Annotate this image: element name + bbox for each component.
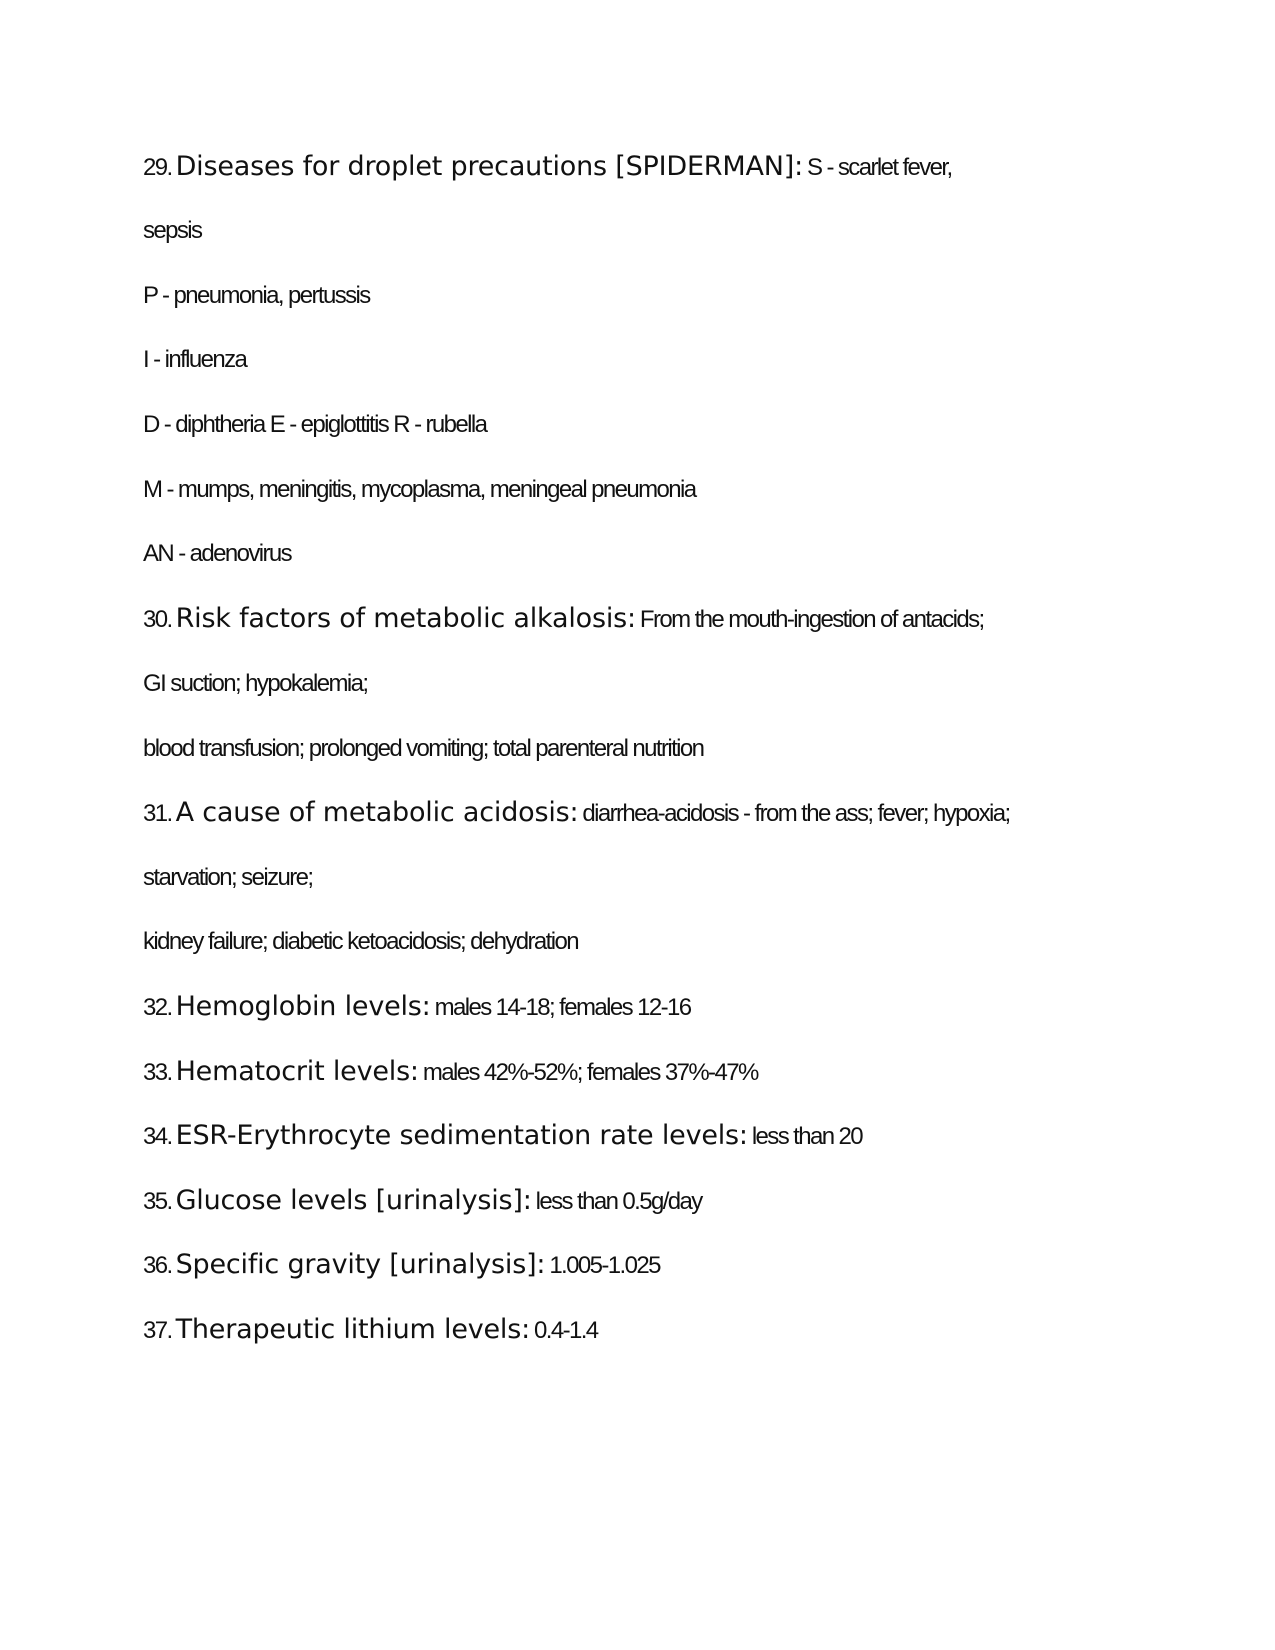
item-number: 31. (143, 800, 172, 827)
item-36-line (143, 1245, 660, 1285)
item-text: less than 20 (751, 1123, 863, 1150)
item-heading: ESR-Erythrocyte sedimentation rate levels: (175, 1120, 748, 1151)
item-30-line (143, 599, 984, 639)
item-32-line (143, 987, 690, 1027)
item-number: 37. (143, 1317, 172, 1344)
item-text: less than 0.5g/day (535, 1188, 702, 1215)
item-37-line (143, 1310, 598, 1350)
item-continuation-line: AN - adenovirus (143, 540, 292, 567)
item-continuation-line: GI suction; hypokalemia; (143, 670, 368, 697)
item-continuation-line: sepsis (143, 217, 202, 244)
item-text: 1.005-1.025 (549, 1252, 660, 1279)
item-number: 32. (143, 994, 172, 1021)
item-number: 34. (143, 1123, 172, 1150)
item-heading: Risk factors of metabolic alkalosis: (175, 603, 636, 634)
item-heading: Hemoglobin levels: (175, 991, 431, 1022)
item-number: 33. (143, 1059, 172, 1086)
item-text: males 14-18; females 12-16 (434, 994, 691, 1021)
item-heading: Specific gravity [urinalysis]: (175, 1249, 546, 1280)
item-continuation-line: blood transfusion; prolonged vomiting; total parenteral nutrition (143, 735, 704, 762)
item-29-line (143, 147, 952, 187)
item-continuation-line: M - mumps, meningitis, mycoplasma, meningeal pneumonia (143, 476, 696, 503)
item-heading: Therapeutic lithium levels: (175, 1314, 530, 1345)
item-continuation-line: I - influenza (143, 346, 247, 373)
item-text: diarrhea-acidosis - from the ass; fever; hypoxia; (582, 800, 1010, 827)
item-continuation-line: kidney failure; diabetic ketoacidosis; dehydration (143, 928, 578, 955)
item-continuation-line: P - pneumonia, pertussis (143, 282, 370, 309)
item-text: 0.4-1.4 (534, 1317, 598, 1344)
item-number: 35. (143, 1188, 172, 1215)
item-text: S - scarlet fever, (806, 154, 952, 181)
item-continuation-line: starvation; seizure; (143, 864, 313, 891)
item-35-line (143, 1181, 702, 1221)
item-34-line (143, 1116, 862, 1156)
item-heading: Glucose levels [urinalysis]: (175, 1185, 532, 1216)
item-number: 36. (143, 1252, 172, 1279)
item-31-line (143, 793, 1010, 833)
item-text: From the mouth-ingestion of antacids; (639, 606, 984, 633)
item-number: 30. (143, 606, 172, 633)
item-continuation-line: D - diphtheria E - epiglottitis R - rubella (143, 411, 487, 438)
item-33-line (143, 1052, 758, 1092)
item-heading: Diseases for droplet precautions [SPIDERMAN]: (175, 151, 803, 182)
item-number: 29. (143, 154, 172, 181)
item-text: males 42%-52%; females 37%-47% (422, 1059, 758, 1086)
item-heading: Hematocrit levels: (175, 1056, 419, 1087)
item-heading: A cause of metabolic acidosis: (175, 797, 579, 828)
